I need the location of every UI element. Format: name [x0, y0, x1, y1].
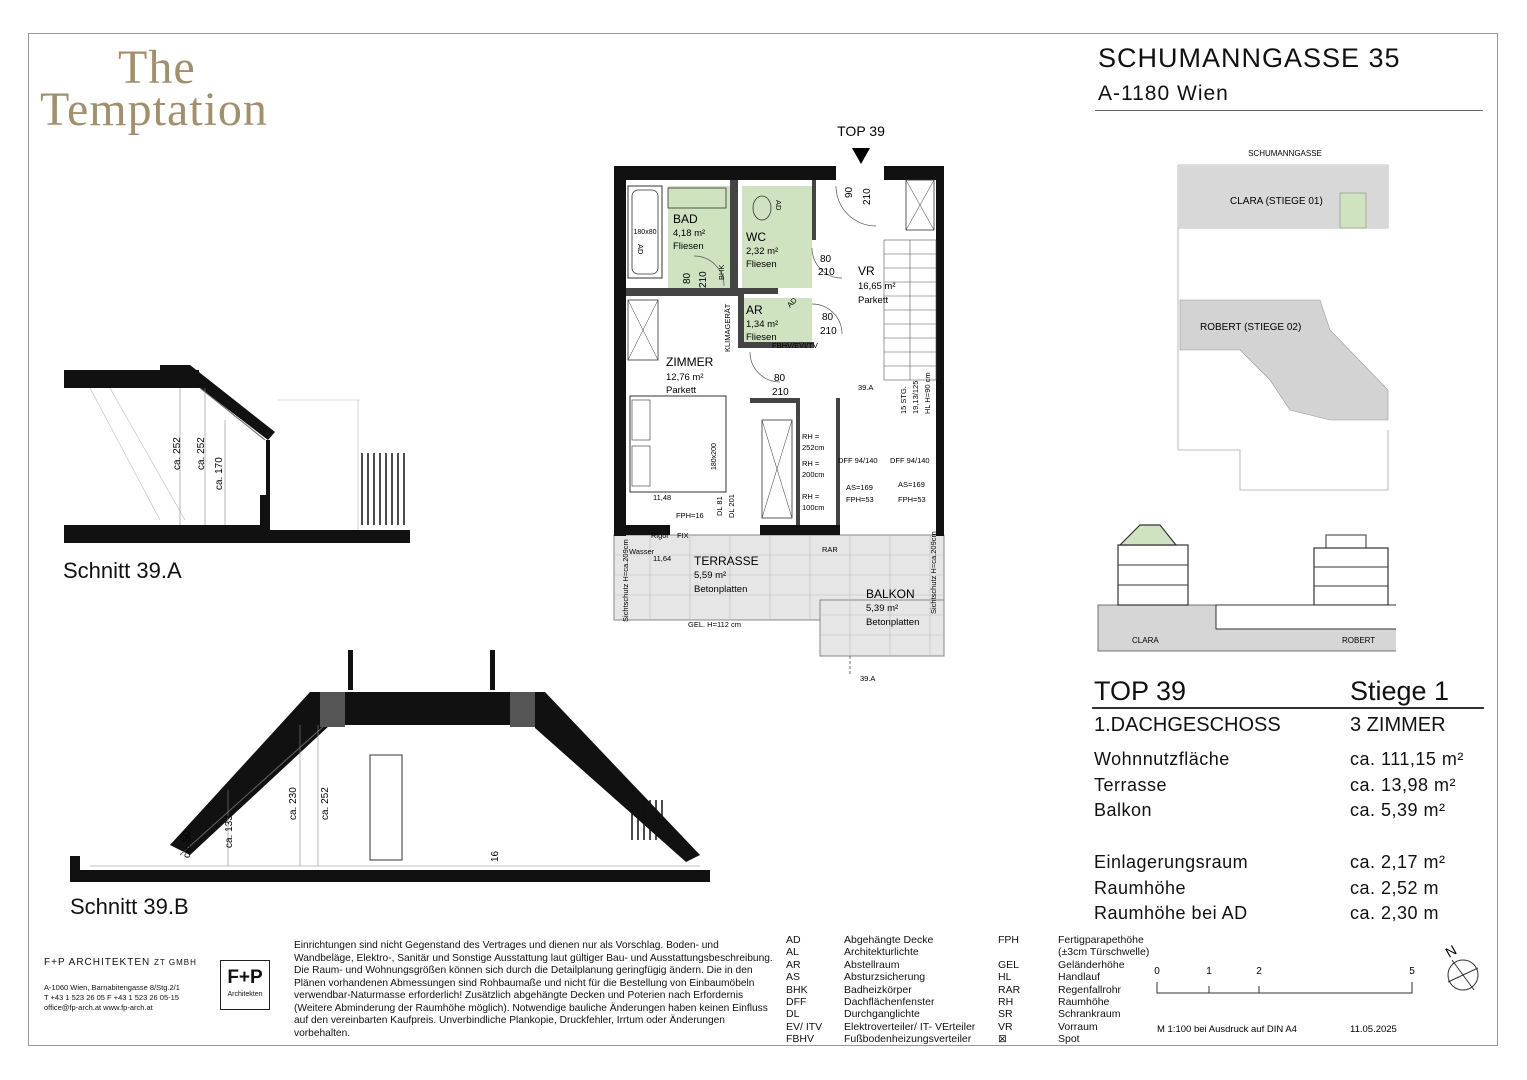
svg-text:N: N [1442, 941, 1460, 961]
entrance-arrow-icon [852, 148, 870, 164]
svg-text:AS=169: AS=169 [898, 480, 925, 489]
svg-text:M 1:100 bei Ausdruck auf DIN A: M 1:100 bei Ausdruck auf DIN A4 [1157, 1024, 1297, 1035]
svg-text:16: 16 [490, 850, 501, 862]
svg-text:ROBERT: ROBERT [1342, 636, 1376, 645]
floor-plan [600, 115, 960, 695]
svg-text:CLARA (STIEGE 01): CLARA (STIEGE 01) [1230, 196, 1323, 207]
address-divider [1095, 110, 1483, 111]
svg-text:4,18 m²: 4,18 m² [673, 228, 706, 239]
svg-text:TERRASSE: TERRASSE [694, 554, 759, 568]
svg-text:210: 210 [862, 188, 873, 205]
svg-text:ROBERT (STIEGE 02): ROBERT (STIEGE 02) [1200, 322, 1302, 333]
svg-text:11.05.2025: 11.05.2025 [1350, 1024, 1397, 1035]
svg-text:ZIMMER: ZIMMER [666, 355, 714, 369]
svg-text:RH =: RH = [802, 459, 820, 468]
svg-text:ca. 133: ca. 133 [224, 815, 235, 848]
svg-text:RH =: RH = [802, 492, 820, 501]
svg-text:80: 80 [774, 373, 786, 384]
section-b-title: Schnitt 39.B [70, 894, 189, 919]
svg-text:210: 210 [772, 387, 789, 398]
svg-text:RH =: RH = [802, 432, 820, 441]
area2-values: ca. 2,17 m² ca. 2,52 m ca. 2,30 m [1350, 852, 1446, 924]
svg-text:AD: AD [785, 295, 799, 310]
svg-text:KLIMAGERÄT: KLIMAGERÄT [723, 303, 732, 352]
svg-text:210: 210 [818, 267, 835, 278]
svg-text:80: 80 [820, 254, 832, 265]
svg-text:210: 210 [820, 326, 837, 337]
section-39b [70, 645, 760, 890]
svg-text:11,64: 11,64 [653, 554, 672, 563]
svg-text:VR: VR [858, 264, 875, 278]
svg-text:AR: AR [746, 303, 763, 317]
svg-text:90: 90 [844, 186, 855, 198]
svg-text:DL 201: DL 201 [727, 494, 736, 518]
entrance-label: TOP 39 [837, 123, 885, 139]
svg-text:ca. 230: ca. 230 [288, 787, 299, 820]
svg-text:12,76 m²: 12,76 m² [666, 372, 704, 383]
svg-text:CLARA: CLARA [1132, 636, 1159, 645]
svg-text:BALKON: BALKON [866, 587, 915, 601]
svg-text:ca. 252: ca. 252 [172, 437, 183, 470]
svg-text:16,65 m²: 16,65 m² [858, 281, 896, 292]
architect-contact: A-1060 Wien, Barnabitengasse 8/Stg.2/1 T +43 1 523 26 05 F +43 1 523 26 05-15 office@fp-arch.at www.fp-arch.at [44, 983, 180, 1012]
svg-text:Betonplatten: Betonplatten [694, 584, 748, 595]
address-street: SCHUMANNGASSE 35 [1098, 43, 1401, 73]
north-arrow-icon [1443, 942, 1479, 990]
area2-labels: Einlagerungsraum Raumhöhe Raumhöhe bei AD [1094, 852, 1249, 924]
svg-text:Sichtschutz H=ca.209cm: Sichtschutz H=ca.209cm [929, 531, 938, 614]
summary-divider [1092, 707, 1484, 709]
svg-text:DFF 94/140: DFF 94/140 [838, 456, 878, 465]
architect-name: F+P ARCHITEKTEN ZT GMBH [44, 957, 197, 968]
address-city: A-1180 Wien [1098, 82, 1229, 105]
svg-text:Rigol: Rigol [651, 531, 669, 540]
svg-text:1,34 m²: 1,34 m² [746, 319, 779, 330]
svg-text:180x200: 180x200 [711, 443, 718, 470]
svg-text:ca. 252: ca. 252 [196, 437, 207, 470]
legend-right: FPH Fertigparapethöhe (±3cm Türschwelle) GEL Geländerhöhe HL Handlauf RAR Regenfallrohr RH Raumhöhe SR Schrankraum VR Vorraum ⊠ Spot [998, 934, 1150, 1046]
scale-bar [1157, 982, 1412, 993]
svg-text:BHK: BHK [717, 264, 726, 280]
svg-text:39.A: 39.A [860, 674, 876, 683]
svg-text:Parkett: Parkett [666, 385, 697, 396]
svg-text:RAR: RAR [822, 545, 838, 554]
section-39a [60, 360, 415, 560]
svg-text:Sichtschutz H=ca.209cm: Sichtschutz H=ca.209cm [621, 539, 630, 622]
svg-text:WC: WC [746, 230, 766, 244]
svg-text:210: 210 [698, 271, 709, 288]
architect-logo: F+P Architekten [220, 960, 270, 1010]
svg-text:39.A: 39.A [858, 383, 874, 392]
svg-text:Betonplatten: Betonplatten [866, 617, 920, 628]
site-street-label: SCHUMANNGASSE [1248, 149, 1322, 158]
svg-text:ca. 50: ca. 50 [182, 830, 193, 858]
site-section [1098, 525, 1396, 651]
spot-icon: ⊠ [998, 1033, 1007, 1046]
svg-text:2,32 m²: 2,32 m² [746, 246, 779, 257]
svg-text:FIX: FIX [677, 531, 689, 540]
area-values: ca. 111,15 m² ca. 13,98 m² ca. 5,39 m² [1350, 749, 1464, 821]
staircase [884, 240, 936, 380]
brand-logo-line1: The [118, 41, 196, 94]
svg-text:FBHV/EVI/TV: FBHV/EVI/TV [772, 341, 818, 350]
svg-text:80: 80 [822, 312, 834, 323]
site-plan [1096, 140, 1396, 660]
disclaimer-text: Einrichtungen sind nicht Gegenstand des Vertrages und dienen nur als Vorschlag. Boden- und Wandbeläge, Elektro-, Sanitär und Sonstige Ausstattung laut gültiger Bau- und Ausstattungsbeschreibung. Die Raum- und Wohnungsgrößen können sich durch die Detailplanung geringfügig ändern. Die in den Plänen vorhandenen Abmessungen sind Rohbaumaße und nicht für die Bestellung von Einbaumöbeln verwendbar-Naturmasse erforderlich! Zusätzlich abgehängte Decken und Poterien nach Erfordernis (Weitere Abminderung der Raumhöhe möglich). Notwendige bauliche Änderungen haben keinen Einfluss auf den vereinbarten Kaufpreis. Unverbindliche Plankopie, Druckfehler, Irrtum oder Änderungen vorbehalten. [294, 940, 773, 1039]
summary-stiege: Stiege 1 [1350, 676, 1450, 706]
legend-left: AD Abgehängte Decke AL Architekturlichte AR Abstellraum AS Absturzsicherung BHK Badheizkörper DFF Dachflächenfenster DL Durchganglichte EV/ ITV Elektroverteiler/ IT- VErteiler FBHV Fußbodenheizungsverteiler [786, 934, 976, 1046]
svg-text:2: 2 [1256, 966, 1262, 977]
svg-text:180x80: 180x80 [633, 229, 657, 236]
svg-text:80: 80 [682, 272, 693, 284]
svg-text:5,39 m²: 5,39 m² [866, 603, 899, 614]
scale-and-north [1150, 935, 1490, 1040]
svg-text:FPH=53: FPH=53 [898, 495, 926, 504]
building-robert [1180, 300, 1388, 420]
svg-text:5: 5 [1409, 966, 1415, 977]
summary-floor: 1.DACHGESCHOSS [1094, 714, 1281, 736]
svg-text:19,13/125: 19,13/125 [911, 380, 920, 414]
svg-text:DFF 94/140: DFF 94/140 [890, 456, 930, 465]
svg-text:FPH=53: FPH=53 [846, 495, 874, 504]
svg-text:ca. 252: ca. 252 [320, 787, 331, 820]
svg-text:HL H=90 cm: HL H=90 cm [923, 372, 932, 414]
svg-text:15 STG.: 15 STG. [899, 386, 908, 414]
svg-text:FPH=16: FPH=16 [676, 511, 704, 520]
svg-text:Parkett: Parkett [858, 295, 889, 306]
svg-text:GEL. H=112 cm: GEL. H=112 cm [688, 620, 742, 629]
unit-marker [1340, 193, 1366, 228]
svg-text:AD: AD [636, 244, 645, 255]
svg-text:Wasser: Wasser [629, 547, 655, 556]
railing [362, 453, 404, 525]
svg-text:1: 1 [1206, 966, 1212, 977]
svg-text:11,48: 11,48 [653, 493, 672, 502]
door [370, 755, 402, 860]
section-a-title: Schnitt 39.A [63, 558, 182, 583]
svg-text:252cm: 252cm [802, 443, 825, 452]
svg-text:AD: AD [774, 200, 783, 211]
brand-logo-line2: Temptation [40, 83, 268, 136]
area-labels: Wohnnutzfläche Terrasse Balkon [1094, 749, 1230, 821]
summary-top: TOP 39 [1094, 676, 1187, 706]
svg-text:ca. 170: ca. 170 [214, 457, 225, 490]
svg-text:0: 0 [1154, 966, 1160, 977]
svg-text:Fliesen: Fliesen [746, 332, 777, 343]
svg-text:Fliesen: Fliesen [673, 241, 704, 252]
summary-rooms: 3 ZIMMER [1350, 714, 1446, 736]
svg-text:DL 81: DL 81 [715, 496, 724, 516]
svg-text:Fliesen: Fliesen [746, 259, 777, 270]
svg-text:BAD: BAD [673, 212, 698, 226]
svg-text:200cm: 200cm [802, 470, 825, 479]
svg-text:5,59 m²: 5,59 m² [694, 570, 727, 581]
svg-text:AS=169: AS=169 [846, 483, 873, 492]
svg-text:100cm: 100cm [802, 503, 825, 512]
